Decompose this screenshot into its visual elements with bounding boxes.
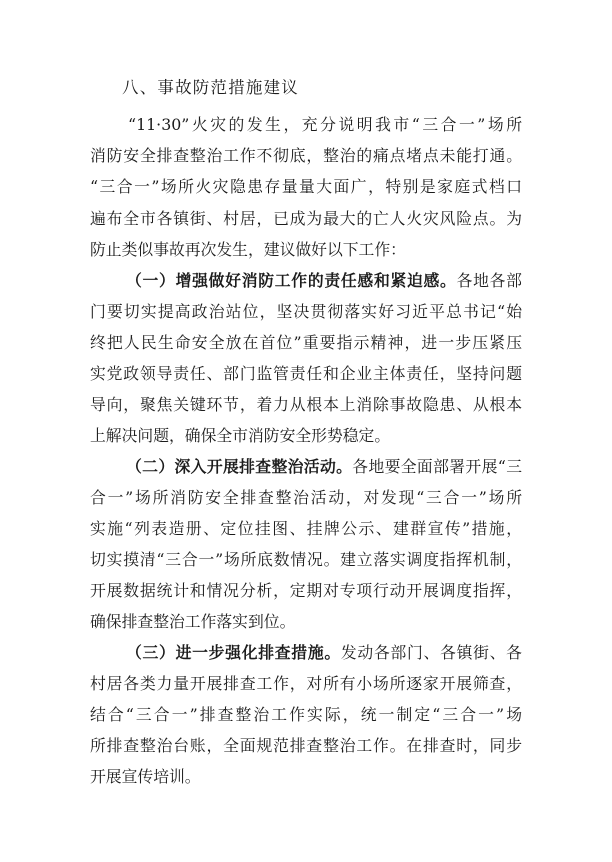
item3-line: 村居各类力量开展排查工作，对所有小场所逐家开展筛查，	[90, 674, 522, 693]
item1-line: 门要切实提高政治站位，坚决贯彻落实好习近平总书记“始	[90, 302, 522, 321]
para1-line: “11·30”火灾的发生，充分说明我市“三合一”场所	[128, 115, 522, 134]
item2-line: 实施“列表造册、定位挂图、挂牌公示、建群宣传”措施，	[90, 519, 522, 538]
item3-title: （三）进一步强化排查措施。	[126, 643, 341, 662]
item3-first-line	[126, 641, 522, 665]
item3-line: 所排查整治台账，全面规范排查整治工作。在排查时，同步	[90, 736, 522, 755]
item1-line: 实党政领导责任、部门监管责任和企业主体责任，坚持问题	[90, 364, 522, 383]
item1-first-rest: 各地各部	[456, 271, 522, 290]
item2-title: （二）深入开展排查整治活动。	[126, 457, 353, 476]
item1-line: 终把人民生命安全放在首位”重要指示精神，进一步压紧压	[90, 333, 522, 352]
item2-line: 合一”场所消防安全排查整治活动，对发现“三合一”场所	[90, 488, 522, 507]
para1-line: 消防安全排查整治工作不彻底，整治的痛点堵点未能打通。	[90, 146, 522, 165]
item2-first-rest: 各地要全面部署开展“三	[352, 457, 522, 476]
item1-first-line	[126, 269, 522, 293]
item2-first-line	[126, 455, 522, 479]
item3-line: 结合“三合一”排查整治工作实际，统一制定“三合一”场	[90, 705, 522, 724]
item2-line: 开展数据统计和情况分析，定期对专项行动开展调度指挥，	[90, 581, 522, 600]
item1-line: 上解决问题，确保全市消防安全形势稳定。	[90, 426, 391, 445]
item2-line: 切实摸清“三合一”场所底数情况。建立落实调度指挥机制，	[90, 550, 522, 569]
item1-title: （一）增强做好消防工作的责任感和紧迫感。	[126, 271, 457, 290]
item3-first-rest: 发动各部门、各镇街、各	[340, 643, 522, 662]
item3-line: 开展宣传培训。	[90, 767, 201, 786]
para1-line: 防止类似事故再次发生，建议做好以下工作：	[90, 240, 406, 259]
para1-line: 遍布全市各镇街、村居，已成为最大的亡人火灾风险点。为	[90, 209, 522, 228]
section-heading: 八、事故防范措施建议	[122, 78, 299, 97]
para1-line: “三合一”场所火灾隐患存量量大面广，特别是家庭式档口	[90, 177, 522, 196]
item2-line: 确保排查整治工作落实到位。	[90, 612, 296, 631]
item1-line: 导向，聚焦关键环节，着力从根本上消除事故隐患、从根本	[90, 395, 522, 414]
